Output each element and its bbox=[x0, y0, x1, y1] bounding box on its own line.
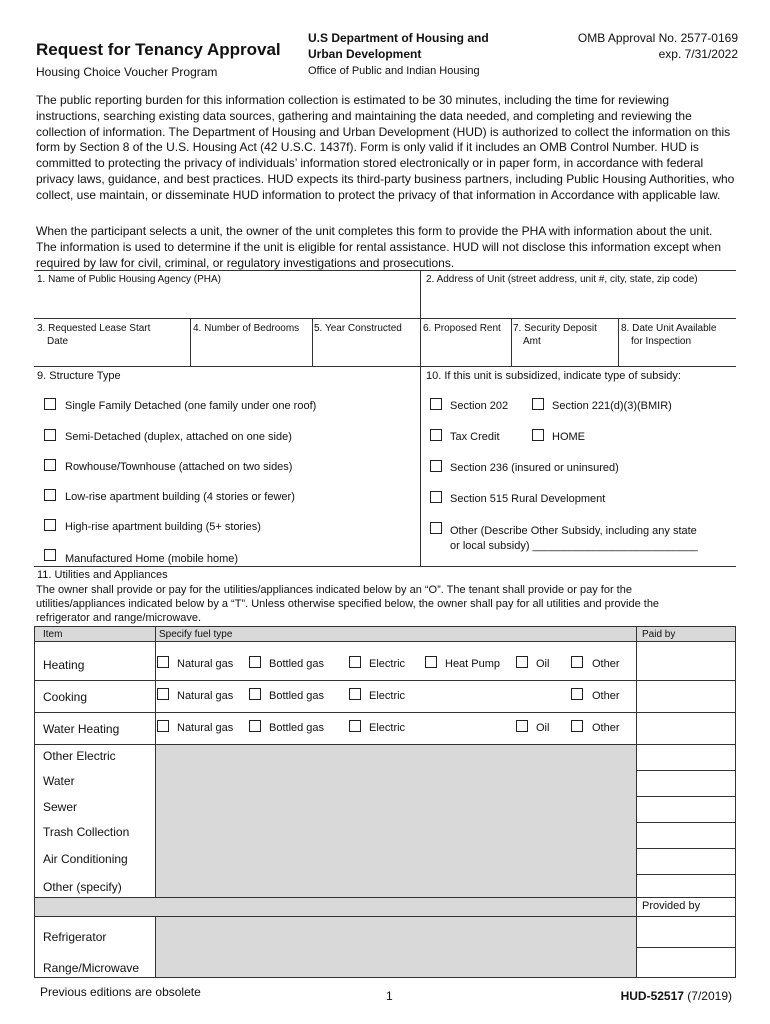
burden-statement: The public reporting burden for this information collection is estimated to be 30 minutes, including the time for reviewing instructions, searching existing data sources, gathering and maintaining the data needed, and completing and reviewing the collection of information. The Department of Housing and Urban Development (HUD) is authorized to collect the information on this form by Section 8 of the U.S. Housing Act (42 U.S.C. 1437f). Form is only valid if it includes an OMB Control Number. HUD is committed to protecting the privacy of individuals’ information stored electronically or in paper form, in accordance with federal privacy laws, guidance, and best practices. HUD expects its third-party business partners, including Public Housing Authorities, who collect, use maintain, or disseminate HUD information to protect the privacy of that information in Accordance with applicable law. bbox=[36, 93, 735, 202]
subsidy-section-236-label: Section 236 (insured or uninsured) bbox=[450, 462, 619, 474]
air-conditioning-label: Air Conditioning bbox=[43, 852, 128, 866]
heating-electric-label: Electric bbox=[369, 658, 406, 670]
form-title: Request for Tenancy Approval bbox=[36, 40, 281, 59]
subsidy-home-checkbox[interactable] bbox=[532, 429, 544, 441]
cooking-other-label: Other bbox=[592, 690, 620, 702]
trash-collection-label: Trash Collection bbox=[43, 825, 130, 839]
water-heating-other-checkbox[interactable] bbox=[571, 720, 583, 732]
heating-label: Heating bbox=[43, 658, 85, 672]
column-provided-by: Provided by bbox=[642, 900, 701, 912]
water-heating-label: Water Heating bbox=[43, 722, 120, 736]
page-number: 1 bbox=[386, 989, 393, 1003]
column-paid-by: Paid by bbox=[642, 629, 676, 640]
cooking-electric-label: Electric bbox=[369, 690, 406, 702]
column-item: Item bbox=[43, 629, 63, 640]
subsidy-heading: 10. If this unit is subsidized, indicate type of subsidy: bbox=[426, 370, 681, 382]
water-heating-oil-checkbox[interactable] bbox=[516, 720, 528, 732]
utilities-desc-line-3: refrigerator and range/microwave. bbox=[36, 612, 202, 624]
refrigerator-label: Refrigerator bbox=[43, 930, 107, 944]
cooking-other-checkbox[interactable] bbox=[571, 688, 583, 700]
dept-line-2: Urban Development bbox=[308, 47, 422, 61]
structure-lowrise-checkbox[interactable] bbox=[44, 489, 56, 501]
utilities-heading: 11. Utilities and Appliances bbox=[37, 569, 168, 581]
structure-manufactured-checkbox[interactable] bbox=[44, 549, 56, 561]
water-heating-bottled-gas-checkbox[interactable] bbox=[249, 720, 261, 732]
water-heating-bottled-gas-label: Bottled gas bbox=[269, 722, 325, 734]
form-number bbox=[621, 989, 732, 1003]
structure-semi-detached-checkbox[interactable] bbox=[44, 429, 56, 441]
structure-highrise-checkbox[interactable] bbox=[44, 519, 56, 531]
previous-editions-note: Previous editions are obsolete bbox=[40, 985, 201, 999]
unit-address-field[interactable] bbox=[424, 286, 732, 316]
subsidy-other-label bbox=[450, 524, 698, 554]
field-bedrooms-label: 4. Number of Bedrooms bbox=[193, 323, 300, 334]
other-paid-by-field[interactable] bbox=[638, 876, 734, 896]
structure-single-family-label: Single Family Detached (one family under one roof) bbox=[65, 400, 317, 412]
range-provided-by-field[interactable] bbox=[638, 949, 734, 977]
purpose-statement: When the participant selects a unit, the owner of the unit completes this form to provide the PHA with information about the unit. The information is used to determine if the unit is eligible for rental assistance. HUD will not disclose this information except when required by law for civil, criminal, or regulatory investigations and prosecutions. bbox=[36, 224, 721, 270]
other-specify-label: Other (specify) bbox=[43, 880, 122, 894]
water-heating-paid-by-field[interactable] bbox=[638, 714, 734, 743]
water-heating-natural-gas-label: Natural gas bbox=[177, 722, 234, 734]
department-name bbox=[308, 30, 508, 62]
utilities-description bbox=[36, 583, 736, 625]
other-electric-label: Other Electric bbox=[43, 749, 116, 763]
column-fuel-type: Specify fuel type bbox=[159, 629, 233, 640]
water-heating-oil-label: Oil bbox=[536, 722, 550, 734]
water-heating-other-label: Other bbox=[592, 722, 620, 734]
cooking-paid-by-field[interactable] bbox=[638, 682, 734, 711]
form-number-code: HUD-52517 bbox=[620, 989, 684, 1003]
other-electric-paid-by-field[interactable] bbox=[638, 746, 734, 769]
structure-semi-detached-label: Semi-Detached (duplex, attached on one side) bbox=[65, 431, 292, 443]
trash-paid-by-field[interactable] bbox=[638, 824, 734, 847]
pha-name-field[interactable] bbox=[36, 286, 416, 316]
heating-oil-label: Oil bbox=[536, 658, 550, 670]
heating-bottled-gas-checkbox[interactable] bbox=[249, 656, 261, 668]
water-paid-by-field[interactable] bbox=[638, 772, 734, 795]
omb-approval bbox=[578, 30, 738, 62]
structure-lowrise-label: Low-rise apartment building (4 stories or fewer) bbox=[65, 491, 295, 503]
omb-expiration: exp. 7/31/2022 bbox=[658, 47, 738, 61]
refrigerator-provided-by-field[interactable] bbox=[638, 918, 734, 946]
structure-highrise-label: High-rise apartment building (5+ stories) bbox=[65, 521, 261, 533]
subsidy-section-515-checkbox[interactable] bbox=[430, 491, 442, 503]
omb-number: OMB Approval No. 2577-0169 bbox=[577, 31, 738, 45]
cooking-natural-gas-checkbox[interactable] bbox=[157, 688, 169, 700]
field-lease-start-label bbox=[37, 322, 150, 348]
cooking-natural-gas-label: Natural gas bbox=[177, 690, 234, 702]
field-year-constructed-label: 5. Year Constructed bbox=[314, 323, 402, 334]
field-pha-name-label: 1. Name of Public Housing Agency (PHA) bbox=[37, 274, 221, 285]
subsidy-section-221-checkbox[interactable] bbox=[532, 398, 544, 410]
water-heating-natural-gas-checkbox[interactable] bbox=[157, 720, 169, 732]
subsidy-home-label: HOME bbox=[552, 431, 585, 443]
heating-oil-checkbox[interactable] bbox=[516, 656, 528, 668]
field-proposed-rent-label: 6. Proposed Rent bbox=[423, 323, 501, 334]
heating-natural-gas-checkbox[interactable] bbox=[157, 656, 169, 668]
date-available-line-1: 8. Date Unit Available bbox=[621, 323, 717, 334]
lease-start-line-1: 3. Requested Lease Start bbox=[37, 323, 151, 334]
water-heating-electric-label: Electric bbox=[369, 722, 406, 734]
utilities-desc-line-1: The owner shall provide or pay for the utilities/appliances indicated below by an “O”. The tenant shall provide or pay for the bbox=[36, 584, 632, 596]
form-subtitle: Housing Choice Voucher Program bbox=[36, 65, 218, 79]
water-heating-electric-checkbox[interactable] bbox=[349, 720, 361, 732]
cooking-bottled-gas-label: Bottled gas bbox=[269, 690, 325, 702]
range-microwave-label: Range/Microwave bbox=[43, 961, 140, 975]
heating-heat-pump-label: Heat Pump bbox=[445, 658, 501, 670]
utilities-desc-line-2: utilities/appliances indicated below by a “T”. Unless otherwise specified below, the owner shall pay for all utilities and provide the bbox=[36, 598, 660, 610]
office-name: Office of Public and Indian Housing bbox=[308, 65, 480, 77]
structure-single-family-checkbox[interactable] bbox=[44, 398, 56, 410]
dept-line-1: U.S Department of Housing and bbox=[308, 31, 489, 45]
heating-bottled-gas-label: Bottled gas bbox=[269, 658, 325, 670]
subsidy-section-221-label: Section 221(d)(3)(BMIR) bbox=[552, 400, 672, 412]
form-number-date: (7/2019) bbox=[683, 989, 732, 1003]
structure-rowhouse-label: Rowhouse/Townhouse (attached on two sides) bbox=[65, 461, 293, 473]
date-available-line-2: for Inspection bbox=[631, 336, 692, 347]
sewer-label: Sewer bbox=[43, 800, 78, 814]
subsidy-tax-credit-checkbox[interactable] bbox=[430, 429, 442, 441]
air-conditioning-paid-by-field[interactable] bbox=[638, 850, 734, 873]
subsidy-section-202-label: Section 202 bbox=[450, 400, 509, 412]
structure-type-heading: 9. Structure Type bbox=[37, 370, 121, 382]
sewer-paid-by-field[interactable] bbox=[638, 798, 734, 821]
heating-other-checkbox[interactable] bbox=[571, 656, 583, 668]
security-deposit-line-1: 7. Security Deposit bbox=[513, 323, 597, 334]
subsidy-section-236-checkbox[interactable] bbox=[430, 460, 442, 472]
subsidy-tax-credit-label: Tax Credit bbox=[450, 431, 500, 443]
subsidy-other-checkbox[interactable] bbox=[430, 522, 442, 534]
structure-rowhouse-checkbox[interactable] bbox=[44, 459, 56, 471]
heating-other-label: Other bbox=[592, 658, 620, 670]
subsidy-section-515-label: Section 515 Rural Development bbox=[450, 493, 606, 505]
heating-paid-by-field[interactable] bbox=[638, 643, 734, 679]
field-security-deposit-label bbox=[513, 322, 597, 348]
subsidy-section-202-checkbox[interactable] bbox=[430, 398, 442, 410]
heating-natural-gas-label: Natural gas bbox=[177, 658, 234, 670]
subsidy-other-line-2: or local subsidy) ___________________________ bbox=[450, 540, 698, 552]
field-date-available-label bbox=[621, 322, 716, 348]
cooking-label: Cooking bbox=[43, 690, 88, 704]
heating-electric-checkbox[interactable] bbox=[349, 656, 361, 668]
water-label: Water bbox=[43, 774, 75, 788]
cooking-electric-checkbox[interactable] bbox=[349, 688, 361, 700]
security-deposit-line-2: Amt bbox=[523, 336, 541, 347]
lease-start-line-2: Date bbox=[47, 336, 69, 347]
cooking-bottled-gas-checkbox[interactable] bbox=[249, 688, 261, 700]
structure-manufactured-label: Manufactured Home (mobile home) bbox=[65, 553, 239, 565]
heating-heat-pump-checkbox[interactable] bbox=[425, 656, 437, 668]
subsidy-other-line-1: Other (Describe Other Subsidy, including any state bbox=[450, 525, 697, 537]
field-address-label: 2. Address of Unit (street address, unit #, city, state, zip code) bbox=[426, 274, 698, 285]
